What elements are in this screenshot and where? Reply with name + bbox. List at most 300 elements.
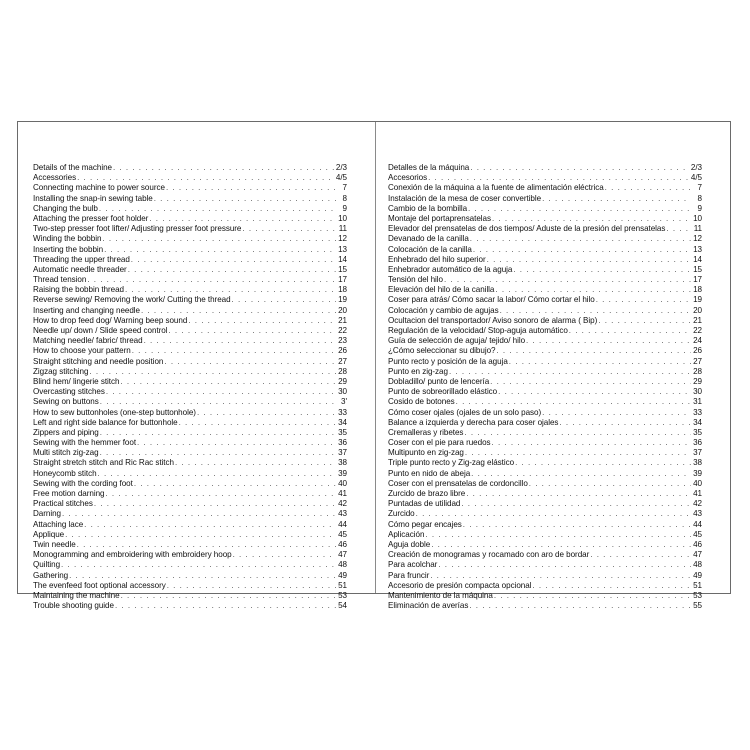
toc-entry-page: 53 <box>338 590 347 600</box>
dot-leader <box>137 438 336 448</box>
toc-entry-page: 39 <box>338 468 347 478</box>
toc-entry <box>33 346 347 356</box>
toc-entry-page: 51 <box>693 580 702 590</box>
toc-entry <box>388 183 702 193</box>
toc-entry <box>388 397 702 407</box>
toc-entry <box>388 448 702 458</box>
toc-entry-page: 41 <box>338 489 347 498</box>
dot-leader <box>416 509 691 519</box>
toc-entry-title: Two-step presser foot lifter/ Adjusting presser foot pressure <box>33 224 242 234</box>
dot-leader <box>425 530 691 540</box>
page-gutter <box>375 122 376 593</box>
dot-leader <box>470 234 691 244</box>
dot-leader <box>179 418 336 428</box>
dot-leader <box>456 397 691 407</box>
dot-leader <box>115 601 336 611</box>
toc-entry-page: 48 <box>338 560 347 570</box>
toc-entry <box>388 346 702 356</box>
dot-leader <box>526 336 691 346</box>
dot-leader <box>469 601 691 611</box>
toc-entry-title: Free motion darning <box>33 489 105 498</box>
toc-entry-page: 38 <box>693 458 702 468</box>
toc-entry-page: 37 <box>693 448 702 458</box>
toc-entry <box>388 520 702 530</box>
toc-entry <box>33 367 347 377</box>
dot-leader <box>492 438 691 448</box>
toc-entry-page: 38 <box>338 458 347 468</box>
toc-entry-page: 13 <box>338 244 347 254</box>
dot-leader <box>490 377 691 387</box>
toc-entry-title: Detalles de la máquina <box>388 163 470 172</box>
toc-entry-page: 43 <box>693 509 702 519</box>
toc-entry-title: Details of the machine <box>33 163 112 172</box>
toc-entry <box>388 469 702 479</box>
toc-entry <box>33 408 347 418</box>
toc-entry-page: 53 <box>693 590 702 600</box>
toc-entry-page: 10 <box>338 213 347 223</box>
toc-entry-title: ¿Cómo seleccionar su dibujo? <box>388 346 496 356</box>
toc-entry-page: 27 <box>693 356 702 366</box>
toc-entry-title: Aplicación <box>388 529 425 539</box>
dot-leader <box>154 194 336 204</box>
toc-entry <box>388 479 702 489</box>
toc-entry <box>33 387 347 397</box>
toc-entry-page: 39 <box>693 468 702 478</box>
dot-leader <box>84 520 336 530</box>
toc-entry <box>33 204 347 214</box>
toc-entry-title: Practical stitches <box>33 499 93 509</box>
toc-entry-title: Mantenimiento de la máquina <box>388 590 493 600</box>
toc-entry <box>33 550 347 560</box>
toc-entry <box>33 224 347 234</box>
dot-leader <box>99 204 336 214</box>
toc-entry-title: Para acolchar <box>388 560 438 570</box>
dot-leader <box>569 326 691 336</box>
toc-entry-page: 15 <box>338 264 347 274</box>
dot-leader <box>470 163 690 173</box>
toc-entry <box>33 581 347 591</box>
toc-entry <box>388 367 702 377</box>
toc-entry-page: 15 <box>693 264 702 274</box>
toc-entry-page: 17 <box>693 275 702 285</box>
toc-entry-title: Tensión del hilo <box>388 275 443 285</box>
dot-leader <box>471 469 691 479</box>
toc-entry-title: Punto recto y posición de la aguja <box>388 356 508 366</box>
toc-entry <box>33 438 347 448</box>
toc-entry-title: Punto en zig-zag <box>388 366 448 376</box>
toc-entry <box>388 336 702 346</box>
toc-entry-page: 45 <box>693 529 702 539</box>
toc-entry <box>388 285 702 295</box>
dot-leader <box>77 173 335 183</box>
toc-entry-page: 11 <box>693 224 702 234</box>
toc-entry <box>388 438 702 448</box>
toc-entry-title: Cosido de botones <box>388 397 455 407</box>
toc-entry-title: How to sew buttonholes (one-step buttonhole) <box>33 407 196 417</box>
toc-entry <box>33 601 347 611</box>
toc-entry-page: 2/3 <box>690 163 702 172</box>
toc-entry-title: Straight stitching and needle position <box>33 356 164 366</box>
manual-spread <box>17 121 731 611</box>
dot-leader <box>444 275 691 285</box>
toc-entry-page: 34 <box>338 417 347 427</box>
toc-entry-title: Applique <box>33 529 65 539</box>
toc-entry-page: 4/5 <box>335 173 347 183</box>
dot-leader <box>113 163 335 173</box>
toc-entry <box>33 255 347 265</box>
toc-entry-title: Attaching lace <box>33 519 84 529</box>
toc-entry-page: 44 <box>338 519 347 529</box>
dot-leader <box>141 306 336 316</box>
dot-leader <box>605 183 691 193</box>
dot-leader <box>487 255 691 265</box>
toc-entry-title: Aguja doble <box>388 539 431 549</box>
toc-entry-title: Regulación de la velocidad/ Stop-aguja automático <box>388 326 568 335</box>
toc-entry-page: 33 <box>693 407 702 417</box>
toc-entry-title: Montaje del portaprensatelas <box>388 213 491 223</box>
toc-entry-title: Threading the upper thread <box>33 254 130 264</box>
toc-entry <box>33 448 347 458</box>
toc-entry-title: Automatic needle threader <box>33 264 127 274</box>
toc-entry-title: Creación de monogramas y rocamado con aro de bordar <box>388 550 590 560</box>
toc-entry-page: 13 <box>693 244 702 254</box>
toc-entry-page: 49 <box>693 570 702 580</box>
toc-entry <box>33 418 347 428</box>
toc-entry <box>33 285 347 295</box>
toc-entry-title: Zurcido de brazo libre <box>388 489 466 498</box>
toc-entry <box>388 295 702 305</box>
toc-entry-title: How to drop feed dog/ Warning beep sound <box>33 315 188 325</box>
dot-leader <box>166 183 336 193</box>
toc-entry-page: 4/5 <box>690 173 702 183</box>
toc-entry <box>388 428 702 438</box>
toc-entry-title: Colocación y cambio de agujas <box>388 305 499 315</box>
toc-entry-page: 46 <box>338 539 347 549</box>
toc-entry <box>33 316 347 326</box>
toc-entry-title: Twin needle <box>33 539 76 549</box>
toc-entry-title: Triple punto recto y Zig-zag elástico <box>388 458 515 468</box>
dot-leader <box>495 285 691 295</box>
toc-entry-page: 12 <box>338 234 347 244</box>
toc-english <box>33 163 347 611</box>
dot-leader <box>104 245 336 255</box>
toc-entry-page: 42 <box>693 499 702 509</box>
toc-entry-page: 34 <box>693 417 702 427</box>
toc-entry-page: 33 <box>338 407 347 417</box>
toc-entry <box>388 591 702 601</box>
toc-entry-title: Honeycomb stitch <box>33 468 97 478</box>
toc-entry-page: 28 <box>338 366 347 376</box>
toc-entry-title: Gathering <box>33 570 69 580</box>
toc-entry-title: Para fruncir <box>388 570 430 580</box>
toc-entry <box>388 530 702 540</box>
toc-entry-title: Cómo pegar encajes <box>388 519 462 529</box>
dot-leader <box>102 234 336 244</box>
dot-leader <box>532 581 691 591</box>
dot-leader <box>542 408 691 418</box>
toc-entry-title: Trouble shooting guide <box>33 601 114 611</box>
toc-entry <box>388 581 702 591</box>
dot-leader <box>120 377 336 387</box>
toc-entry <box>33 214 347 224</box>
dot-leader <box>494 591 691 601</box>
toc-entry <box>33 306 347 316</box>
toc-entry <box>388 458 702 468</box>
toc-entry <box>388 489 702 499</box>
toc-entry-title: Sewing with the cording foot <box>33 478 133 488</box>
toc-entry-title: Needle up/ down / Slide speed control <box>33 326 168 335</box>
toc-entry-page: 2/3 <box>335 163 347 172</box>
toc-entry <box>33 509 347 519</box>
toc-entry <box>388 509 702 519</box>
toc-entry-title: Left and right side balance for buttonhole <box>33 417 178 427</box>
toc-entry-page: 24 <box>693 336 702 346</box>
toc-entry-title: Dobladillo/ punto de lencería <box>388 376 490 386</box>
dot-leader <box>430 571 691 581</box>
toc-entry-page: 22 <box>693 326 702 335</box>
toc-entry <box>388 255 702 265</box>
toc-entry-title: Elevación del hilo de la canilla <box>388 285 495 295</box>
toc-entry-title: Maintaining the machine <box>33 590 120 600</box>
toc-entry-title: Accesorios <box>388 173 428 183</box>
toc-entry <box>33 295 347 305</box>
dot-leader <box>105 489 336 499</box>
toc-entry <box>33 479 347 489</box>
toc-entry <box>388 571 702 581</box>
dot-leader <box>89 367 336 377</box>
toc-entry <box>33 234 347 244</box>
toc-entry <box>33 489 347 499</box>
toc-entry-title: Coser con el pie para ruedos <box>388 438 491 448</box>
dot-leader <box>515 458 691 468</box>
dot-leader <box>496 346 691 356</box>
toc-entry-title: Cambio de la bombilla <box>388 203 468 213</box>
toc-entry-title: Thread tension <box>33 275 87 285</box>
toc-entry <box>388 204 702 214</box>
toc-entry-title: Cremalleras y ribetes <box>388 427 464 437</box>
toc-entry-title: Instalación de la mesa de coser convertible <box>388 193 542 203</box>
dot-leader <box>559 418 691 428</box>
dot-leader <box>62 509 336 519</box>
toc-entry-title: Sewing with the hemmer foot <box>33 438 137 448</box>
toc-entry <box>388 601 702 611</box>
dot-leader <box>175 458 336 468</box>
dot-leader <box>121 591 336 601</box>
dot-leader <box>69 571 336 581</box>
toc-entry <box>388 560 702 570</box>
toc-entry-page: 20 <box>338 305 347 315</box>
toc-entry <box>388 326 702 336</box>
dot-leader <box>438 560 691 570</box>
toc-entry <box>388 316 702 326</box>
toc-entry-page: 47 <box>338 550 347 560</box>
dot-leader <box>596 295 691 305</box>
dot-leader <box>529 479 691 489</box>
toc-entry-page: 9 <box>342 203 347 213</box>
toc-entry-page: 8 <box>342 193 347 203</box>
toc-entry-page: 36 <box>338 438 347 448</box>
toc-entry <box>33 591 347 601</box>
toc-entry-page: 12 <box>693 234 702 244</box>
toc-entry <box>388 550 702 560</box>
toc-entry <box>33 357 347 367</box>
dot-leader <box>461 499 691 509</box>
dot-leader <box>466 489 691 499</box>
toc-entry-page: 21 <box>693 315 702 325</box>
toc-entry-title: Conexión de la máquina a la fuente de alimentación eléctrica <box>388 183 604 193</box>
toc-entry <box>388 194 702 204</box>
toc-entry <box>33 499 347 509</box>
toc-entry-page: 31 <box>693 397 702 407</box>
toc-entry <box>33 428 347 438</box>
dot-leader <box>188 316 336 326</box>
toc-entry-title: Inserting the bobbin <box>33 244 104 254</box>
toc-entry-title: Enhebrado del hilo superior <box>388 254 486 264</box>
toc-entry-page: 14 <box>338 254 347 264</box>
toc-entry <box>33 275 347 285</box>
toc-entry-page: 7 <box>342 183 347 193</box>
toc-entry-title: Eliminación de averías <box>388 601 469 611</box>
dot-leader <box>106 387 336 397</box>
toc-entry <box>388 306 702 316</box>
toc-entry-title: Zippers and piping <box>33 427 99 437</box>
toc-entry <box>33 245 347 255</box>
toc-entry <box>388 224 702 234</box>
toc-entry-title: Punto de sobreorillado elástico <box>388 387 498 397</box>
toc-entry-page: 22 <box>338 326 347 335</box>
toc-entry-page: 41 <box>693 489 702 498</box>
toc-entry-title: Blind hem/ lingerie stitch <box>33 376 120 386</box>
toc-entry-page: 51 <box>338 580 347 590</box>
toc-entry <box>388 499 702 509</box>
toc-entry <box>388 275 702 285</box>
toc-entry-page: 18 <box>338 285 347 295</box>
toc-entry-title: Installing the snap-in sewing table <box>33 193 153 203</box>
toc-entry <box>388 408 702 418</box>
toc-entry-title: Raising the bobbin thread <box>33 285 124 295</box>
toc-entry-title: Inserting and changing needle <box>33 305 141 315</box>
dot-leader <box>464 428 691 438</box>
toc-entry-page: 30 <box>693 387 702 397</box>
toc-entry-page: 35 <box>338 427 347 437</box>
toc-entry-page: 42 <box>338 499 347 509</box>
toc-entry-page: 10 <box>693 213 702 223</box>
toc-entry <box>33 469 347 479</box>
toc-entry <box>388 265 702 275</box>
dot-leader <box>542 194 691 204</box>
toc-entry-title: Connecting machine to power source <box>33 183 165 193</box>
toc-entry-page: 36 <box>693 438 702 448</box>
toc-entry-title: Guía de selección de aguja/ tejido/ hilo <box>388 336 526 346</box>
dot-leader <box>128 265 336 275</box>
toc-entry <box>33 377 347 387</box>
toc-entry-page: 44 <box>693 519 702 529</box>
dot-leader <box>168 326 336 336</box>
toc-entry-page: 45 <box>338 529 347 539</box>
toc-entry-page: 7 <box>697 183 702 193</box>
dot-leader <box>167 581 336 591</box>
dot-leader <box>149 214 336 224</box>
toc-entry <box>33 265 347 275</box>
toc-entry-title: Multipunto en zig-zag <box>388 448 464 458</box>
dot-leader <box>77 540 336 550</box>
dot-leader <box>428 173 690 183</box>
toc-entry <box>388 163 702 173</box>
dot-leader <box>197 408 336 418</box>
toc-entry <box>33 183 347 193</box>
toc-entry-title: Coser para atrás/ Cómo sacar la labor/ Cómo cortar el hilo <box>388 295 595 305</box>
dot-leader <box>94 499 336 509</box>
toc-entry-title: Changing the bulb <box>33 203 98 213</box>
toc-entry-title: Enhebrador automático de la aguja <box>388 264 513 274</box>
toc-entry <box>33 530 347 540</box>
toc-entry-page: 8 <box>697 193 702 203</box>
dot-leader <box>61 560 336 570</box>
dot-leader <box>463 520 691 530</box>
toc-entry <box>33 336 347 346</box>
toc-entry-page: 18 <box>693 285 702 295</box>
toc-entry-page: 49 <box>338 570 347 580</box>
dot-leader <box>87 275 336 285</box>
toc-entry-title: The evenfeed foot optional accessory <box>33 580 166 590</box>
toc-entry <box>33 571 347 581</box>
toc-entry <box>388 173 702 183</box>
toc-entry-title: Sewing on buttons <box>33 397 99 407</box>
dot-leader <box>242 224 336 234</box>
dot-leader <box>232 295 336 305</box>
toc-entry-title: Matching needle/ fabric/ thread <box>33 336 143 346</box>
toc-entry-title: Colocación de la canilla <box>388 244 472 254</box>
toc-entry-page: 55 <box>693 601 702 611</box>
dot-leader <box>468 204 691 214</box>
toc-spanish <box>388 163 702 611</box>
dot-leader <box>164 357 336 367</box>
toc-entry-title: Cómo coser ojales (ojales de un solo paso) <box>388 407 542 417</box>
toc-entry-page: 40 <box>338 478 347 488</box>
toc-entry <box>33 163 347 173</box>
toc-entry-page: 29 <box>693 376 702 386</box>
toc-entry-page: 28 <box>693 366 702 376</box>
toc-entry <box>388 418 702 428</box>
toc-entry-title: Punto en nido de abeja <box>388 468 471 478</box>
toc-entry-page: 30 <box>338 387 347 397</box>
toc-entry <box>33 520 347 530</box>
toc-entry-page: 11 <box>338 224 347 234</box>
toc-entry-page: 47 <box>693 550 702 560</box>
dot-leader <box>492 214 691 224</box>
toc-entry <box>33 560 347 570</box>
toc-entry-page: 19 <box>693 295 702 305</box>
dot-leader <box>132 346 336 356</box>
toc-entry <box>33 397 347 407</box>
toc-entry-title: Devanado de la canilla <box>388 234 469 244</box>
toc-entry-title: Accesorio de presión compacta opcional <box>388 580 532 590</box>
toc-entry-title: Straight stretch stitch and Ric Rac stitch <box>33 458 174 468</box>
toc-entry-title: Reverse sewing/ Removing the work/ Cutting the thread <box>33 295 231 305</box>
dot-leader <box>98 469 336 479</box>
toc-entry-page: 27 <box>338 356 347 366</box>
dot-leader <box>100 448 336 458</box>
toc-entry-page: 46 <box>693 539 702 549</box>
toc-entry-title: Zurcido <box>388 509 415 519</box>
dot-leader <box>134 479 336 489</box>
toc-entry-title: Multi stitch zig-zag <box>33 448 99 458</box>
toc-entry <box>388 214 702 224</box>
toc-entry-title: Elevador del prensatelas de dos tiempos/ Aduste de la presión del prensatelas <box>388 224 666 234</box>
toc-entry <box>388 540 702 550</box>
toc-entry-title: How to choose your pattern <box>33 346 131 356</box>
toc-entry-page: 35 <box>693 427 702 437</box>
